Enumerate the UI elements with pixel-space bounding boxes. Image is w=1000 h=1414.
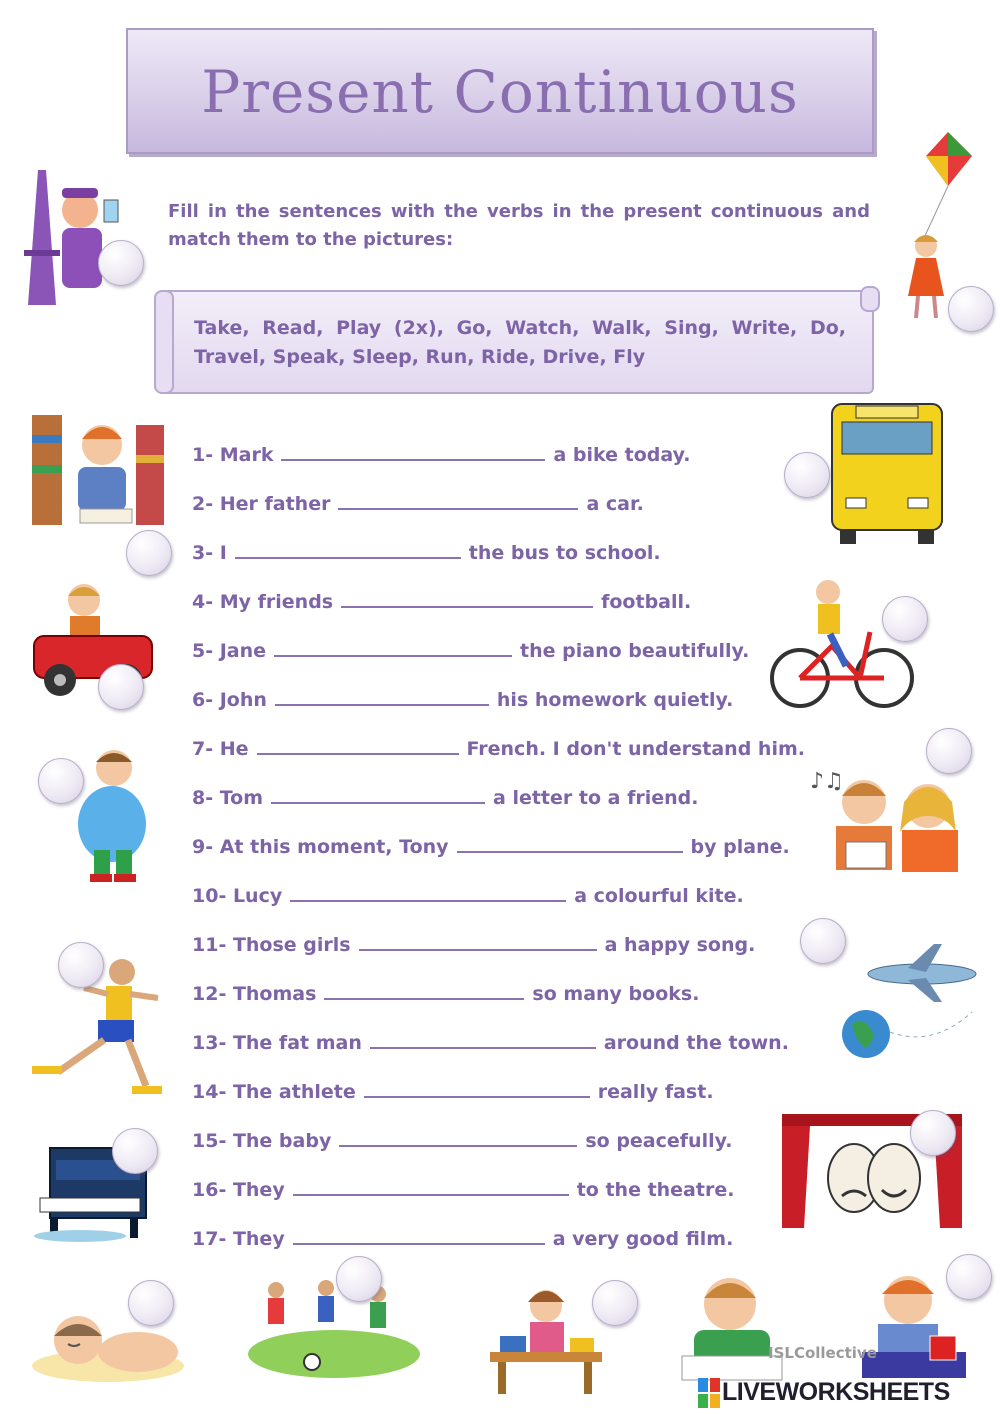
cyclist-icon [770,574,916,712]
answer-circle-3[interactable] [784,452,830,498]
answer-circle-2[interactable] [948,286,994,332]
answer-circle-10[interactable] [58,942,104,988]
answer-circle-5[interactable] [882,596,928,642]
sentence-8: 8- Tom a letter to a friend. [192,782,698,808]
answer-blank-4[interactable] [341,586,593,608]
logo-text: LIVEWORKSHEETS [722,1378,950,1406]
answer-blank-9[interactable] [457,831,683,853]
reading-boy-icon [28,405,168,527]
answer-blank-8[interactable] [271,782,485,804]
sentence-1: 1- Mark a bike today. [192,439,690,465]
answer-circle-14[interactable] [336,1256,382,1302]
answer-blank-16[interactable] [293,1174,569,1196]
answer-blank-17[interactable] [293,1223,545,1245]
singing-girls-icon [806,762,976,880]
answer-blank-12[interactable] [324,978,524,1000]
answer-blank-1[interactable] [281,439,545,461]
answer-circle-15[interactable] [592,1280,638,1326]
answer-circle-4[interactable] [126,530,172,576]
fat-man-icon [74,744,154,884]
sentence-13: 13- The fat man around the town. [192,1027,789,1053]
liveworksheets-logo [698,1376,996,1410]
sentence-4: 4- My friends football. [192,586,691,612]
verb-bank-scroll [160,290,874,394]
school-bus-icon [826,398,948,548]
answer-blank-14[interactable] [364,1076,590,1098]
answer-blank-3[interactable] [235,537,461,559]
page-title: Present Continuous [201,58,799,126]
sentence-9: 9- At this moment, Tony by plane. [192,831,790,857]
sentence-17: 17- They a very good film. [192,1223,733,1249]
instructions: Fill in the sentences with the verbs in the present continuous and match them to the pictures: [168,201,870,250]
answer-circle-6[interactable] [98,664,144,710]
watermark: ISLCollective [768,1344,877,1362]
answer-blank-2[interactable] [338,488,578,510]
logo-icon [698,1378,720,1408]
answer-blank-10[interactable] [290,880,566,902]
verb-bank: Take, Read, Play (2x), Go, Watch, Walk, Sing, Write, Do, Travel, Speak, Sleep, Run, Ride, Drive, Fly [194,317,846,368]
sentence-15: 15- The baby so peacefully. [192,1125,732,1151]
answer-blank-5[interactable] [274,635,512,657]
answer-circle-8[interactable] [38,758,84,804]
tourist-paris-icon [8,160,138,310]
sentence-10: 10- Lucy a colourful kite. [192,880,744,906]
answer-blank-7[interactable] [257,733,459,755]
answer-blank-13[interactable] [370,1027,596,1049]
answer-circle-9[interactable] [800,918,846,964]
answer-circle-13[interactable] [128,1280,174,1326]
answer-circle-1[interactable] [98,240,144,286]
answer-circle-12[interactable] [910,1110,956,1156]
answer-blank-6[interactable] [275,684,489,706]
sentence-14: 14- The athlete really fast. [192,1076,714,1102]
sentence-6: 6- John his homework quietly. [192,684,733,710]
sentence-12: 12- Thomas so many books. [192,978,699,1004]
sentence-16: 16- They to the theatre. [192,1174,734,1200]
writing-boy-icon [676,1270,786,1382]
answer-blank-15[interactable] [339,1125,577,1147]
sentence-5: 5- Jane the piano beautifully. [192,635,749,661]
answer-circle-11[interactable] [112,1128,158,1174]
airplane-icon [822,938,982,1066]
answer-circle-7[interactable] [926,728,972,774]
sentence-11: 11- Those girls a happy song. [192,929,755,955]
sentence-2: 2- Her father a car. [192,488,644,514]
answer-blank-11[interactable] [359,929,597,951]
homework-girl-icon [484,1278,608,1396]
sentence-7: 7- He French. I don't understand him. [192,733,805,759]
answer-circle-16[interactable] [946,1254,992,1300]
sentence-3: 3- I the bus to school. [192,537,661,563]
svg-text:♪♫: ♪♫ [810,769,844,794]
title-banner [126,28,874,154]
football-icon [246,1270,422,1382]
